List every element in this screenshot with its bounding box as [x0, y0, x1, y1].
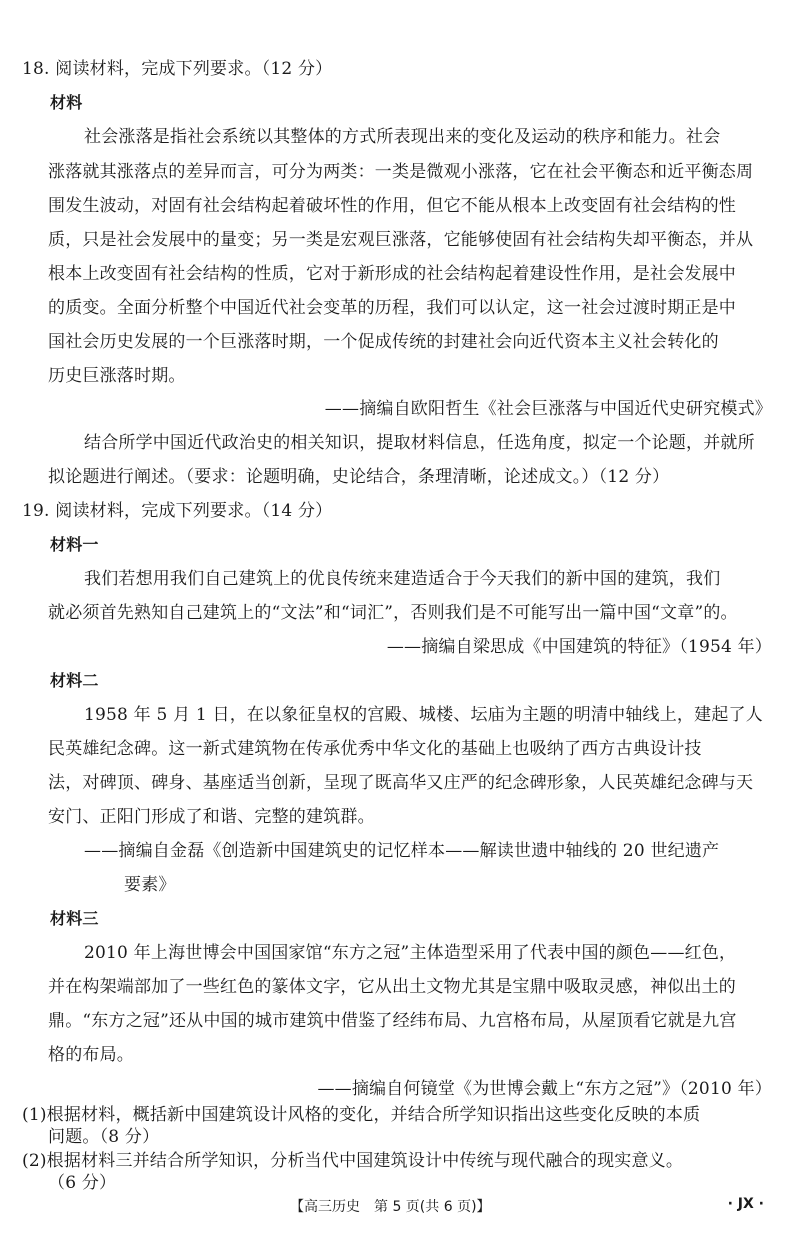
page-footer [0, 1196, 800, 1220]
q19-material2-line: 法，对碑顶、碑身、基座适当创新，呈现了既高华又庄严的纪念碑形象，人民英雄纪念碑与天 [48, 773, 754, 793]
q19-material3-line: 2010 年上海世博会中国国家馆“东方之冠”主体造型采用了代表中国的颜色——红色， [84, 943, 737, 963]
q19-subquestion-2: （6 分） [48, 1173, 117, 1193]
q18-task-line: 结合所学中国近代政治史的相关知识，提取材料信息，任选角度，拟定一个论题，并就所 [84, 433, 755, 453]
q18-task-line: 拟论题进行阐述。（要求：论题明确，史论结合，条理清晰，论述成文。）（12 分） [48, 467, 670, 487]
q19-material2-heading: 材料二 [50, 671, 99, 690]
q19-material3-source: ——摘编自何镜堂《为世博会戴上“东方之冠”》（2010 年） [317, 1079, 772, 1099]
q19-title: 19. 阅读材料，完成下列要求。（14 分） [22, 501, 333, 521]
q18-material-line: 根本上改变固有社会结构的性质，它对于新形成的社会结构起着建设性作用，是社会发展中 [48, 264, 736, 284]
q18-material-line: 涨落就其涨落点的差异而言，可分为两类：一类是微观小涨落，它在社会平衡态和近平衡态周 [48, 162, 754, 182]
region-code: · JX · [727, 1196, 764, 1212]
q19-material3-line: 鼎。“东方之冠”还从中国的城市建筑中借鉴了经纬布局、九宫格布局，从屋顶看它就是九宫 [48, 1011, 737, 1031]
q19-material3-line: 并在构架端部加了一些红色的篆体文字，它从出土文物尤其是宝鼎中吸取灵感，神似出土的 [48, 977, 736, 997]
q18-material-heading: 材料 [50, 93, 83, 112]
q18-material-line: 国社会历史发展的一个巨涨落时期，一个促成传统的封建社会向近代资本主义社会转化的 [48, 332, 719, 352]
q19-subquestion-2: (2)根据材料三并结合所学知识，分析当代中国建筑设计中传统与现代融合的现实意义。 [22, 1151, 684, 1171]
q19-material2-line: 安门、正阳门形成了和谐、完整的建筑群。 [48, 807, 375, 827]
q18-material-line: 历史巨涨落时期。 [48, 366, 186, 386]
q19-subquestion-1: 问题。（8 分） [48, 1127, 160, 1147]
q19-material2-source: ——摘编自金磊《创造新中国建筑史的记忆样本——解读世遗中轴线的 20 世纪遗产 [84, 841, 720, 861]
q19-material2-source: 要素》 [124, 875, 176, 895]
q19-material3-heading: 材料三 [50, 909, 99, 928]
q18-material-line: 围发生波动，对固有社会结构起着破坏性的作用，但它不能从根本上改变固有社会结构的性 [48, 196, 736, 216]
q19-material1-line: 我们若想用我们自己建筑上的优良传统来建造适合于今天我们的新中国的建筑，我们 [84, 569, 721, 589]
q19-material1-heading: 材料一 [50, 535, 99, 554]
q18-source: ——摘编自欧阳哲生《社会巨涨落与中国近代史研究模式》 [324, 399, 772, 419]
q19-material2-line: 民英雄纪念碑。这一新式建筑物在传承优秀中华文化的基础上也吸纳了西方古典设计技 [48, 739, 702, 759]
q18-material-line: 的质变。全面分析整个中国近代社会变革的历程，我们可以认定，这一社会过渡时期正是中 [48, 298, 736, 318]
page-number: 【高三历史 第 5 页(共 6 页)】 [290, 1199, 491, 1215]
q18-material-line: 质，只是社会发展中的量变；另一类是宏观巨涨落，它能够使固有社会结构失却平衡态，并从 [48, 230, 754, 250]
q19-material3-line: 格的布局。 [48, 1045, 134, 1065]
q19-material1-source: ——摘编自梁思成《中国建筑的特征》（1954 年） [386, 637, 772, 657]
q19-material2-line: 1958 年 5 月 1 日，在以象征皇权的宫殿、城楼、坛庙为主题的明清中轴线上，建起了人 [84, 705, 763, 725]
q19-material1-line: 就必须首先熟知自己建筑上的“文法”和“词汇”，否则我们是不可能写出一篇中国“文章”的。 [48, 603, 738, 623]
q19-subquestion-1: (1)根据材料，概括新中国建筑设计风格的变化，并结合所学知识指出这些变化反映的本质 [22, 1105, 701, 1125]
q18-title: 18. 阅读材料，完成下列要求。（12 分） [22, 59, 333, 79]
q18-material-line: 社会涨落是指社会系统以其整体的方式所表现出来的变化及运动的秩序和能力。社会 [84, 127, 721, 147]
